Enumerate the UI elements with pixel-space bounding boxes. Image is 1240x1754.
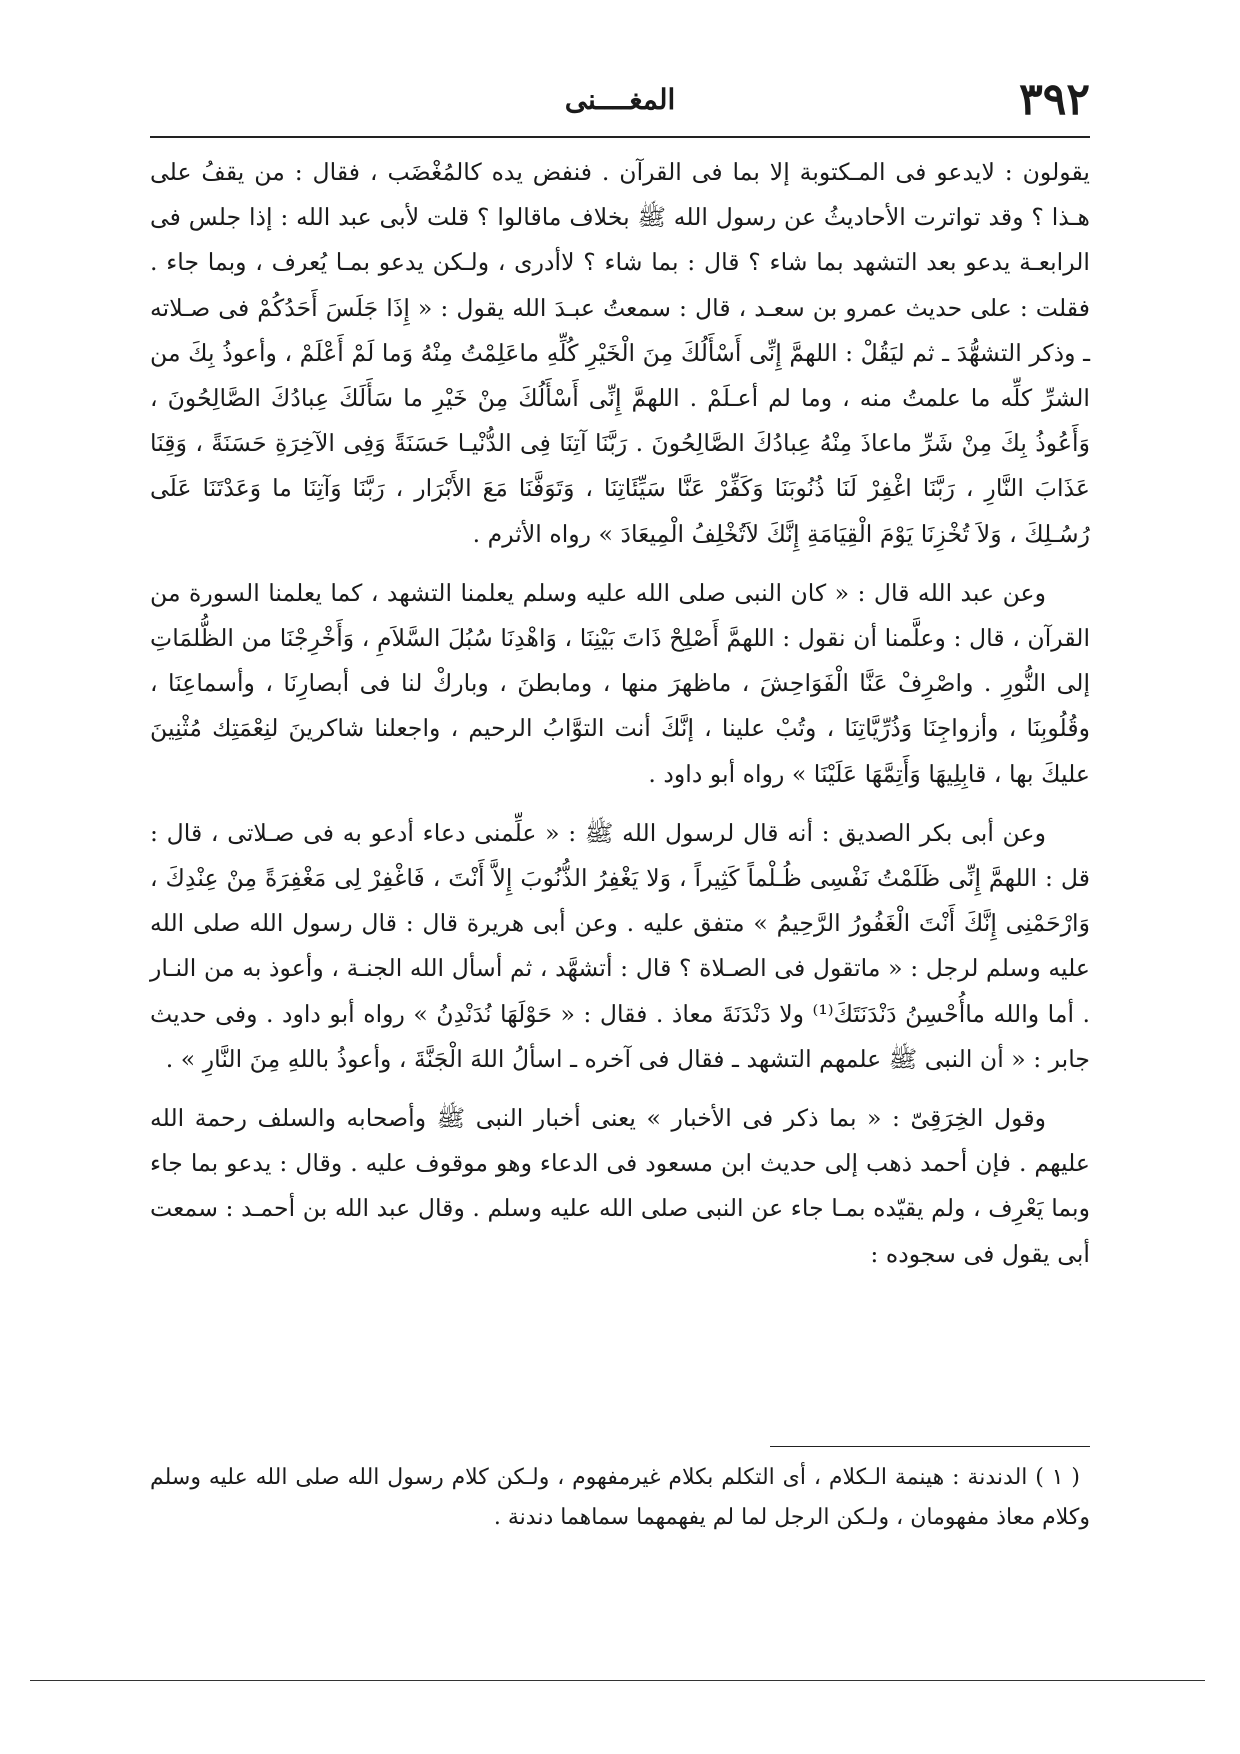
header-divider	[150, 136, 1090, 138]
paragraph-4: وقول الخِرَقِىّ : « بما ذكر فى الأخبار » يعنى أخبار النبى ﷺ وأصحابه والسلف رحمة الله عليهم . فإن أحمد ذهب إلى حديث ابن مسعود فى الدعاء وهو موقوف عليه . وقال : يدعو بما جاء وبما يَعْرِف ، ولم يقيّده بمـا جاء عن النبى صلى الله عليه وسلم . وقال عبد الله بن أحمـد : سمعت أبى يقول فى سجوده :	[150, 1104, 1090, 1268]
running-title: المغــــنى	[564, 83, 676, 116]
main-text	[150, 150, 1090, 1291]
paragraph-3: وعن أبى بكر الصديق : أنه قال لرسول الله ﷺ : « علِّمنى دعاء أدعو به فى صـلاتى ، قال : قل : اللهمَّ إِنِّى ظَلَمْتُ نَفْسِى ظُـلْماً كَثِيراً ، وَلا يَغْفِرُ الذُّنُوبَ إِلاَّ أَنْتَ ، فَاغْفِرْ لِى مَغْفِرَةً مِنْ عِنْدِكَ ، وَارْحَمْنِى إِنَّكَ أَنْتَ الْغَفُورُ الرَّحِيمُ » متفق عليه . وعن أبى هريرة قال : قال رسول الله صلى الله عليه وسلم لرجل : « ماتقول فى الصـلاة ؟ قال : أتشهَّد ، ثم أسأل الله الجنـة ، وأعوذ به من النـار . أما والله ماأُحْسِنُ دَنْدَنَتَكَ⁽¹⁾ ولا دَنْدَنَةَ معاذ . فقال : « حَوْلَهَا نُدَنْدِنُ » رواه أبو داود . وفى حديث جابر : « أن النبى ﷺ علمهم التشهد ـ فقال فى آخره ـ اسألُ اللهَ الْجَنَّةَ ، وأعوذُ باللهِ مِنَ النَّارِ » .	[150, 818, 1090, 1073]
footnote-divider	[770, 1446, 1090, 1447]
page-number: ٣٩٢	[1019, 74, 1090, 125]
footnotes	[150, 1458, 1090, 1538]
page-header	[150, 72, 1090, 132]
paragraph-2: وعن عبد الله قال : « كان النبى صلى الله عليه وسلم يعلمنا التشهد ، كما يعلمنا السورة من القرآن ، قال : وعلَّمنا أن نقول : اللهمَّ أَصْلِحْ ذَاتَ بَيْنِنَا ، وَاهْدِنَا سُبُلَ السَّلاَمِ ، وَأَخْرِجْنَا من الظُّلمَاتِ إلى النُّورِ . واصْرِفْ عَنَّا الْفَوَاحِشَ ، ماظهرَ منها ، ومابطنَ ، وباركْ لنا فى أبصارِنَا ، وأسماعِنَا ، وقُلُوبِنَا ، وأزواجِنَا وَذُرِّيَّاتِنَا ، وتُبْ علينا ، إنَّكَ أنت التوَّابُ الرحيم ، واجعلنا شاكرينَ لنِعْمَتِك مُثْنِينَ عليكَ بها ، قابِلِيهَا وَأَتِمَّهَا عَلَيْنَا » رواه أبو داود .	[150, 578, 1090, 788]
bottom-border	[30, 1680, 1205, 1681]
paragraph-1: يقولون : لايدعو فى المـكتوبة إلا بما فى القرآن . فنفض يده كالمُغْضَب ، فقال : من يقفُ على هـذا ؟ وقد تواترت الأحاديثُ عن رسول الله ﷺ بخلاف ماقالوا ؟ قلت لأبى عبد الله : إذا جلس فى الرابعـة يدعو بعد التشهد بما شاء ؟ قال : بما شاء ؟ لاأدرى ، ولـكن يدعو بمـا يُعرف ، وبما جاء . فقلت : على حديث عمرو بن سعـد ، قال : سمعتُ عبـدَ الله يقول : « إِذَا جَلَسَ أَحَدُكُمْ فى صـلاته ـ وذكر التشهُّدَ ـ ثم ليَقُلْ : اللهمَّ إِنِّى أَسْأَلُكَ مِنَ الْخَيْرِ كُلِّهِ ماعَلِمْتُ مِنْهُ وَما لَمْ أَعْلَمْ ، وأعوذُ بِكَ من الشرِّ كلِّه ما علمتُ منه ، وما لم أعـلَمْ . اللهمَّ إِنِّى أَسْأَلُكَ مِنْ خَيْرِ ما سَأَلَكَ عِبادُكَ الصَّالِحُونَ ، وَأَعُوذُ بِكَ مِنْ شَرِّ ماعاذَ مِنْهُ عِبادُكَ الصَّالِحُونَ . رَبَّنَا آتِنَا فِى الدُّنْيـا حَسَنَةً وَفِى الآخِرَةِ حَسَنَةً ، وَقِنَا عَذَابَ النَّارِ ، رَبَّنَا اغْفِرْ لَنَا ذُنُوبَنَا وَكَفِّرْ عَنَّا سَيِّئَاتِنَا ، وَتَوَفَّنَا مَعَ الأَبْرَار ، رَبَّنَا وَآتِنَا ما وَعَدْتَنَا عَلَى رُسُـلِكَ ، وَلاَ تُخْزِنَا يَوْمَ الْقِيَامَةِ إِنَّكَ لاَتُخْلِفُ الْمِيعَادَ » رواه الأثرم .	[150, 158, 1090, 548]
footnote-1: ( ١ ) الدندنة : هينمة الـكلام ، أى التكلم بكلام غيرمفهوم ، ولـكن كلام رسول الله صلى الله عليه وسلم وكلام معاذ مفهومان ، ولـكن الرجل لما لم يفهمهما سماهما دندنة .	[150, 1465, 1090, 1530]
